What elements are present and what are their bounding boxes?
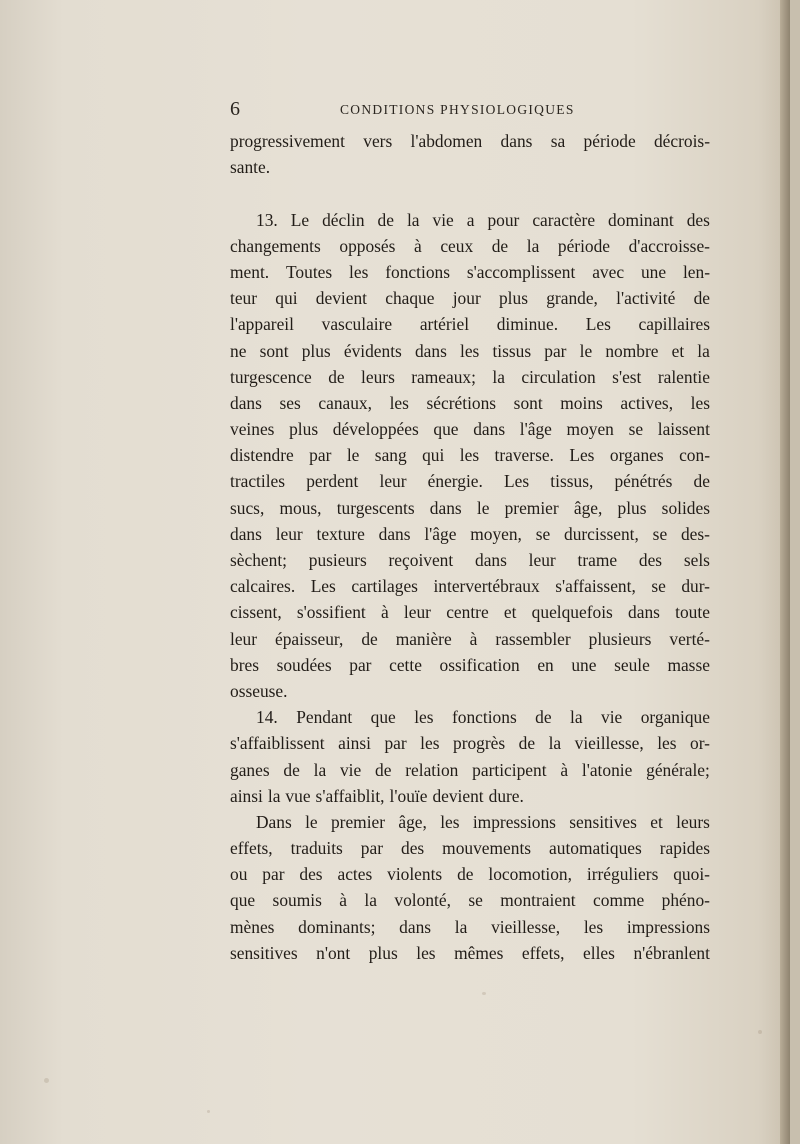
word: plus <box>368 942 398 963</box>
text-line <box>230 809 710 835</box>
word: la <box>267 785 281 806</box>
word: ainsi <box>230 785 263 806</box>
word: les <box>440 811 460 832</box>
book-spine-edge <box>780 0 790 1144</box>
word: une <box>571 654 597 675</box>
word: cette <box>389 654 422 675</box>
paper-stain <box>482 992 486 995</box>
word: vieillesse, <box>491 916 561 937</box>
word: chaque <box>385 288 435 309</box>
word: pour <box>487 209 520 230</box>
word: se <box>628 419 644 440</box>
word: des- <box>680 523 710 544</box>
word: période <box>583 131 636 151</box>
text-line <box>230 652 710 678</box>
word: soumis <box>272 890 322 911</box>
word: durcissent, <box>564 523 639 544</box>
word: montraient <box>500 890 576 911</box>
text-line <box>230 154 710 180</box>
word: texture <box>316 523 365 544</box>
word: solides <box>661 497 710 518</box>
word: locomotion, <box>488 864 572 885</box>
text-line <box>230 626 710 652</box>
word: ganes <box>230 759 270 780</box>
word: dans <box>500 131 533 151</box>
word: les <box>459 340 480 361</box>
word: participent <box>472 759 547 780</box>
word: nombre <box>605 340 659 361</box>
word: des <box>638 550 663 570</box>
word: actives, <box>620 392 674 413</box>
word: dans <box>429 497 462 518</box>
word: de <box>375 759 392 780</box>
text-line <box>230 547 710 573</box>
word: Toutes <box>286 261 333 282</box>
word: de <box>328 366 345 387</box>
word: par <box>360 838 384 859</box>
word: par <box>384 733 407 754</box>
word: impressions <box>472 811 556 832</box>
word: les <box>414 707 434 728</box>
word: sont <box>513 392 543 413</box>
word: premier <box>330 811 386 832</box>
word: toute <box>675 602 710 623</box>
word: capillaires <box>638 314 710 335</box>
word: des <box>299 864 323 885</box>
word: mènes <box>230 916 275 937</box>
word: perdent <box>306 471 359 492</box>
word: des <box>401 838 425 859</box>
text-line <box>230 390 710 416</box>
word: à <box>339 890 347 911</box>
word: moins <box>560 392 603 413</box>
body-text <box>230 128 710 966</box>
word: s'affaiblissent <box>230 733 325 754</box>
word: par <box>544 340 567 361</box>
word: dans <box>414 340 447 361</box>
word: Le <box>290 209 310 230</box>
word: verté- <box>669 628 710 649</box>
word: vie <box>339 759 362 780</box>
word: len- <box>682 261 710 282</box>
word: leurs <box>361 366 395 387</box>
word: quelquefois <box>531 602 613 623</box>
word: artériel <box>419 314 470 335</box>
word: les <box>389 392 409 413</box>
word: dans <box>230 392 262 413</box>
word: sécrétions <box>426 392 497 413</box>
word: déclin <box>322 209 365 230</box>
word: comme <box>593 890 645 911</box>
word: l'appareil <box>230 314 294 335</box>
word: à <box>414 235 422 256</box>
word: s'ossifient <box>296 602 366 623</box>
word: impressions <box>626 916 710 937</box>
word: ceux <box>440 235 474 256</box>
text-line <box>230 835 710 861</box>
word: sensitives <box>230 942 298 963</box>
word: centre <box>446 602 489 623</box>
page-number: 6 <box>230 98 240 120</box>
word: le <box>579 340 593 361</box>
word: vasculaire <box>321 314 393 335</box>
text-line <box>230 495 710 521</box>
word: la <box>570 707 583 728</box>
word: sèchent; <box>230 550 287 570</box>
word: 14. <box>256 707 278 728</box>
word: n'ébranlent <box>633 942 710 963</box>
word: qui <box>275 288 298 309</box>
text-line <box>230 521 710 547</box>
word: par <box>309 445 332 466</box>
text-line <box>230 914 710 940</box>
word: dans <box>399 916 432 937</box>
word: devient <box>432 785 484 806</box>
word: tractiles <box>230 471 286 492</box>
word: plusieurs <box>588 628 652 649</box>
word: de <box>518 733 536 754</box>
word: pénétrés <box>614 471 673 492</box>
word: caractère <box>532 209 596 230</box>
word: sang <box>374 445 407 466</box>
word: la <box>548 733 562 754</box>
word: et <box>503 602 517 623</box>
word: le <box>476 497 490 518</box>
word: Les <box>569 445 595 466</box>
word: vie <box>432 209 454 230</box>
word: changements <box>230 235 321 256</box>
word: jour <box>452 288 481 309</box>
word: rassembler <box>495 628 571 649</box>
word: le <box>305 811 318 832</box>
word: décrois- <box>653 131 710 151</box>
word: canaux, <box>318 392 372 413</box>
word: dur- <box>681 576 710 597</box>
word: irréguliers <box>586 864 659 885</box>
text-line <box>230 730 710 756</box>
word: moyen, <box>470 523 522 544</box>
word: leur <box>528 550 556 570</box>
word: dure. <box>488 785 524 806</box>
word: plus <box>617 497 647 518</box>
word: osseuse. <box>230 680 288 701</box>
word: traduits <box>290 838 343 859</box>
word: a <box>466 209 475 230</box>
text-line <box>230 468 710 494</box>
word: Les <box>310 576 336 597</box>
word: effets, <box>521 942 565 963</box>
word: les <box>420 733 440 754</box>
word: l'âge <box>424 523 457 544</box>
word: bres <box>230 654 259 675</box>
word: ainsi <box>338 733 371 754</box>
paragraph-spacer <box>230 180 710 206</box>
word: que <box>230 890 256 911</box>
word: les <box>349 261 369 282</box>
running-head: CONDITIONS PHYSIOLOGIQUES <box>340 102 575 117</box>
word: elles <box>583 942 615 963</box>
word: mêmes <box>454 942 504 963</box>
word: dans <box>230 523 262 544</box>
text-line <box>230 599 710 625</box>
word: de <box>693 288 710 309</box>
word: vie <box>601 707 623 728</box>
word: l'abdomen <box>410 131 483 151</box>
paper-stain <box>758 1030 762 1034</box>
word: avec <box>592 261 625 282</box>
word: plus <box>301 340 331 361</box>
word: tissus <box>492 340 532 361</box>
word: les <box>690 392 710 413</box>
word: Les <box>504 471 530 492</box>
word: organique <box>640 707 710 728</box>
word: cissent, <box>230 602 282 623</box>
word: circulation <box>521 366 596 387</box>
word: en <box>537 654 554 675</box>
paper-stain <box>44 1078 49 1083</box>
word: vieillesse, <box>574 733 644 754</box>
word: que <box>370 707 396 728</box>
word: sucs, <box>230 497 265 518</box>
word: se <box>651 576 666 597</box>
word: Les <box>585 314 611 335</box>
word: l'activité <box>616 288 676 309</box>
word: l'atonie <box>581 759 633 780</box>
text-line <box>230 887 710 913</box>
word: dans <box>475 550 507 570</box>
word: soudées <box>276 654 332 675</box>
word: se <box>652 523 668 544</box>
word: se <box>468 890 483 911</box>
word: calcaires. <box>230 576 296 597</box>
text-line <box>230 704 710 730</box>
text-line <box>230 940 710 966</box>
paper-stain <box>207 1110 210 1113</box>
word: leur <box>275 523 303 544</box>
word: mouvements <box>442 838 532 859</box>
word: reçoivent <box>388 550 454 570</box>
word: n'ont <box>316 942 351 963</box>
word: la <box>697 340 710 361</box>
page-header <box>230 98 710 122</box>
text-line <box>230 442 710 468</box>
word: de <box>535 707 552 728</box>
word: les <box>459 445 480 466</box>
word: la <box>364 890 377 911</box>
word: par <box>349 654 372 675</box>
word: l'ouïe <box>389 785 428 806</box>
text-line <box>230 757 710 783</box>
word: dans <box>628 602 660 623</box>
word: par <box>262 864 285 885</box>
word: rapides <box>659 838 710 859</box>
word: fonctions <box>451 707 517 728</box>
word: or- <box>690 733 710 754</box>
word: progressivement <box>230 131 345 151</box>
word: violents <box>387 864 443 885</box>
word: à <box>380 602 389 623</box>
word: s'accomplissent <box>466 261 576 282</box>
word: leurs <box>676 811 710 832</box>
word: leur <box>230 628 258 649</box>
word: leur <box>403 602 431 623</box>
word: tissus, <box>550 471 594 492</box>
word: 13. <box>256 209 278 230</box>
word: une <box>640 261 667 282</box>
word: plus <box>289 419 319 440</box>
word: se <box>535 523 551 544</box>
word: de <box>457 864 474 885</box>
word: de <box>491 235 509 256</box>
text-line <box>230 311 710 337</box>
word: sensitives <box>569 811 637 832</box>
word: actes <box>337 864 373 885</box>
word: la <box>406 209 420 230</box>
text-line <box>230 259 710 285</box>
word: organes <box>609 445 664 466</box>
word: et <box>671 340 685 361</box>
word: dans <box>473 419 506 440</box>
text-line <box>230 207 710 233</box>
text-line <box>230 285 710 311</box>
word: générale; <box>646 759 710 780</box>
word: rameaux; <box>411 366 476 387</box>
word: développées <box>332 419 419 440</box>
word: diminue. <box>496 314 559 335</box>
word: que <box>433 419 459 440</box>
word: à <box>469 628 478 649</box>
word: l'âge <box>519 419 552 440</box>
word: sels <box>683 550 710 570</box>
word: s'affaissent, <box>555 576 636 597</box>
word: âge, <box>398 811 427 832</box>
word: turgescents <box>336 497 415 518</box>
word: phéno- <box>661 890 710 911</box>
word: s'affaiblit, <box>315 785 385 806</box>
word: âge, <box>573 497 603 518</box>
word: premier <box>504 497 559 518</box>
word: relation <box>405 759 459 780</box>
word: veines <box>230 419 275 440</box>
word: de <box>377 209 394 230</box>
word: et <box>650 811 663 832</box>
word: énergie. <box>427 471 483 492</box>
text-line <box>230 364 710 390</box>
word: évidents <box>343 340 402 361</box>
text-line <box>230 416 710 442</box>
word: opposés <box>339 235 396 256</box>
word: la <box>313 759 327 780</box>
word: les <box>657 733 677 754</box>
word: intervertébraux <box>433 576 540 597</box>
text-line <box>230 861 710 887</box>
word: la <box>454 916 468 937</box>
word: volonté, <box>394 890 451 911</box>
word: les <box>583 916 604 937</box>
word: seule <box>614 654 650 675</box>
word: les <box>416 942 436 963</box>
word: progrès <box>453 733 506 754</box>
text-line <box>230 338 710 364</box>
word: de <box>361 628 378 649</box>
word: sont <box>259 340 289 361</box>
word: ossification <box>439 654 520 675</box>
word: traverse. <box>494 445 554 466</box>
word: manière <box>395 628 452 649</box>
word: distendre <box>230 445 294 466</box>
word: fonctions <box>385 261 450 282</box>
word: automatiques <box>549 838 642 859</box>
word: mous, <box>279 497 322 518</box>
word: cartilages <box>351 576 418 597</box>
word: laissent <box>657 419 710 440</box>
word: turgescence <box>230 366 312 387</box>
word: grande, <box>546 288 598 309</box>
word: plus <box>498 288 528 309</box>
word: teur <box>230 288 258 309</box>
word: ou <box>230 864 248 885</box>
word: leur <box>379 471 407 492</box>
word: dominants; <box>298 916 376 937</box>
word: la <box>492 366 505 387</box>
text-line <box>230 573 710 599</box>
word: le <box>346 445 360 466</box>
word: la <box>526 235 540 256</box>
word: con- <box>679 445 710 466</box>
word: ses <box>279 392 301 413</box>
word: de <box>283 759 300 780</box>
word: pusieurs <box>308 550 367 570</box>
word: Pendant <box>296 707 353 728</box>
word: de <box>693 471 710 492</box>
word: devient <box>315 288 367 309</box>
word: dans <box>378 523 411 544</box>
word: ne <box>230 340 247 361</box>
word: sante. <box>230 157 271 178</box>
word: des <box>686 209 710 230</box>
word: moyen <box>566 419 614 440</box>
word: épaisseur, <box>275 628 344 649</box>
word: à <box>560 759 569 780</box>
word: dominant <box>608 209 674 230</box>
word: vue <box>285 785 311 806</box>
word: effets, <box>230 838 273 859</box>
word: ment. <box>230 261 270 282</box>
word: Dans <box>256 811 292 832</box>
word: ralentie <box>657 366 710 387</box>
text-line <box>230 783 710 809</box>
text-line <box>230 233 710 259</box>
word: vers <box>363 131 393 151</box>
text-line <box>230 128 710 154</box>
text-line <box>230 678 710 704</box>
word: période <box>557 235 611 256</box>
word: quoi- <box>673 864 710 885</box>
word: s'est <box>612 366 642 387</box>
word: trame <box>577 550 618 570</box>
word: qui <box>422 445 445 466</box>
word: masse <box>667 654 710 675</box>
word: sa <box>550 131 566 151</box>
word: d'accroisse- <box>628 235 710 256</box>
